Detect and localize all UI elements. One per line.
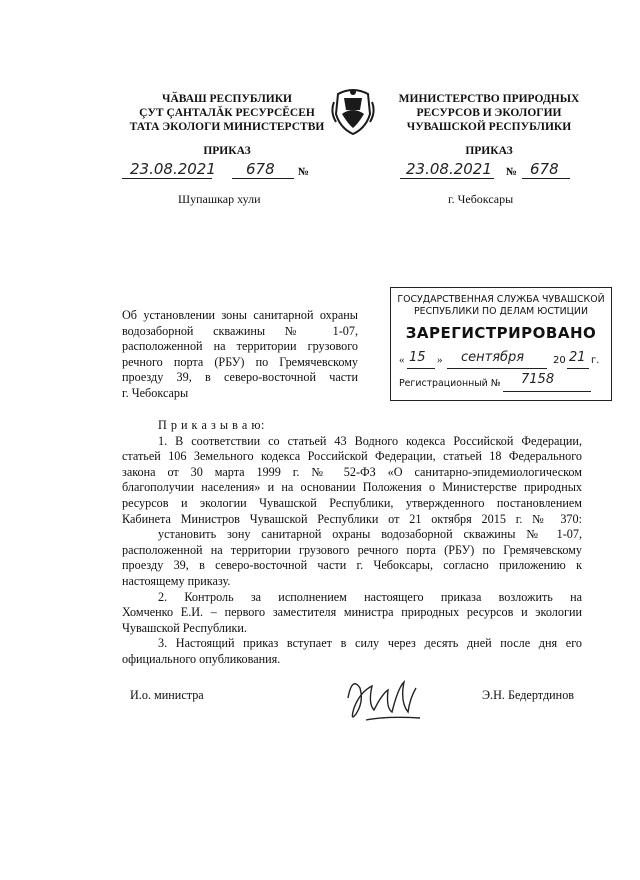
stamp-year-prefix: 20 [553,355,566,366]
header-right-line-1: МИНИСТЕРСТВО ПРИРОДНЫХ [398,93,580,105]
right-number: 678 [530,160,559,178]
registration-stamp [390,287,612,401]
header-left-line-2: ÇУТ ÇАНТАЛĂК РЕСУРСĔСЕН [139,107,315,119]
left-number-line [232,178,294,179]
stamp-reg-label: Регистрационный № [399,378,501,389]
signatory-name: Э.Н. Бедертдинов [482,688,575,702]
order-word: П р и к а з ы в а ю: [158,418,265,432]
subject-line-6: г. Чебоксары [122,385,189,400]
stamp-day-line [407,368,435,369]
p3-line-1: 3. Настоящий приказ вступает в силу через десять дней после дня его [158,636,582,651]
right-date-line [400,178,494,179]
chuvash-emblem-icon [330,84,376,138]
p1-line-2: статьей 106 Земельного кодекса Российской Федерации, статьей 18 Федерального [122,449,582,464]
right-number-line [522,178,570,179]
header-right-line-3: ЧУВАШСКОЙ РЕСПУБЛИКИ [406,121,572,133]
order-body [122,418,582,668]
subject-line-1: Об установлении зоны санитарной охраны [122,308,358,322]
stamp-month: сентября [461,350,525,365]
p1-line-6: Кабинета Министров Чувашской Республики от 21 октября 2015 г. № 370: [122,511,582,526]
p1b-line-3: проезду 39, в северо-восточной части г. Чебоксары, согласно приложению к [122,558,582,573]
p2-line-1: 2. Контроль за исполнением настоящего приказа возложить на [158,589,582,604]
p2-line-3: Чувашской Республики. [122,620,247,635]
left-number: 678 [246,160,275,178]
order-title-left: ПРИКАЗ [203,145,251,157]
subject-line-2: водозаборной скважины № 1-07, [122,323,358,338]
header-right-line-2: РЕСУРСОВ И ЭКОЛОГИИ [416,107,562,119]
p2-line-2: Хомченко Е.И. – первого заместителя министра природных ресурсов и экологии [122,605,582,620]
p1-line-5: ресурсов и экологии Чувашской Республики, утвержденного постановлением [122,495,582,510]
header-left [122,92,332,134]
p3-line-2: официального опубликования. [122,651,281,666]
handwritten-signature-icon [338,668,428,728]
subject-line-5: проезду 39, в северо-восточной части [122,370,358,385]
stamp-day: 15 [409,350,426,365]
stamp-year-unit: г. [591,355,600,366]
left-date: 23.08.2021 [130,160,216,178]
p1-line-1: 1. В соответствии со статьей 43 Водного кодекса Российской Федерации, [158,433,582,448]
header-left-line-3: ТАТА ЭКОЛОГИ МИНИСТЕРСТВИ [129,121,325,133]
p1b-line-1: установить зону санитарной охраны водозаборной скважины № 1-07, [158,527,582,542]
signatory-position: И.о. министра [130,688,204,702]
stamp-open-quote: « [399,354,405,366]
p1-line-4: благополучии населения» и на основании Положения о Министерстве природных [122,480,582,495]
stamp-reg-line [503,391,591,392]
stamp-year-line [567,368,589,369]
stamp-year-suffix: 21 [569,350,586,365]
right-date: 23.08.2021 [406,160,492,178]
city-right: г. Чебоксары [448,192,514,206]
stamp-close-quote: » [437,354,443,366]
p1b-line-2: расположенной на территории грузового речного порта (РБУ) по Гремячевскому [122,542,582,557]
stamp-agency-line-2: РЕСПУБЛИКИ ПО ДЕЛАМ ЮСТИЦИИ [414,306,588,317]
stamp-status: ЗАРЕГИСТРИРОВАНО [405,324,597,342]
header-left-line-1: ЧӐВАШ РЕСПУБЛИКИ [162,93,292,105]
left-number-sign: № [298,166,310,178]
order-title-right: ПРИКАЗ [465,145,513,157]
subject-line-3: расположенной на территории грузового [122,339,358,354]
subject-line-4: речного порта (РБУ) по Гремячевскому [122,354,358,369]
p1-line-3: закона от 30 марта 1999 г. № 52-ФЗ «О санитарно-эпидемиологическом [122,464,582,479]
city-left: Шупашкар хули [178,192,261,206]
left-date-line [122,178,212,179]
right-number-sign: № [506,166,518,178]
stamp-reg-number: 7158 [521,372,555,387]
p1b-line-4: настоящему приказу. [122,573,231,588]
header-right [394,92,584,134]
order-subject [122,308,358,402]
stamp-agency-line-1: ГОСУДАРСТВЕННАЯ СЛУЖБА ЧУВАШСКОЙ [397,294,605,305]
stamp-month-line [447,368,547,369]
